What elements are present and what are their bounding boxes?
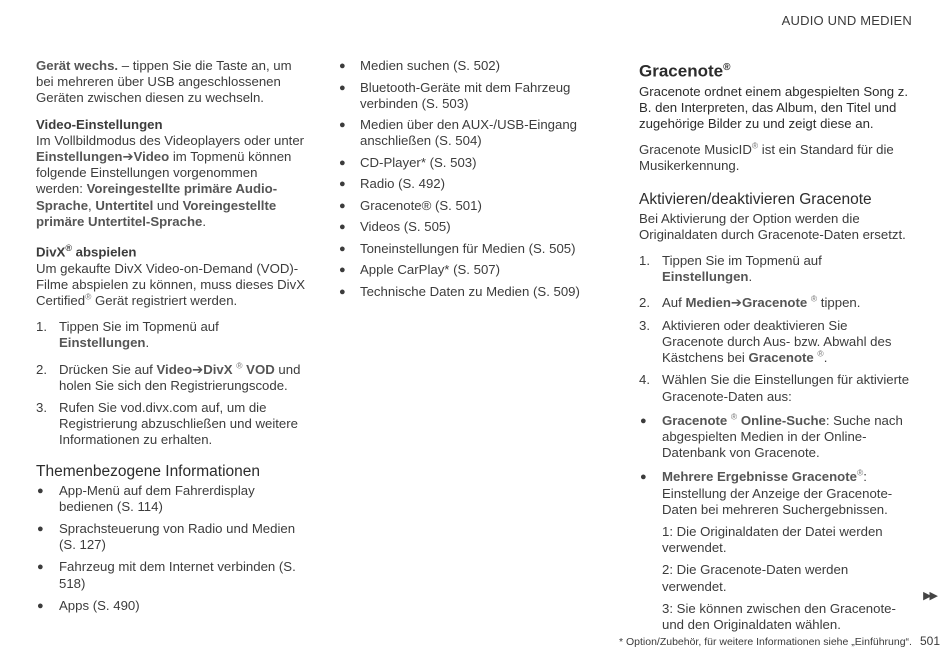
ui-term: Voreingestellte primäre Audio-Sprache: [36, 181, 278, 213]
video-settings-paragraph: Im Vollbildmodus des Videoplayers oder unter Einstellungen➔Video im Topmenü können folgende Einstellungen vorgenommen werden: Voreingestellte primäre Audio-Sprache, Untertitel und Voreingestellte primäre Untertitel-Sprache.: [36, 132, 305, 229]
arrow-right-icon: ➔: [730, 295, 742, 311]
registered-icon: ®: [65, 243, 72, 254]
bullet-icon: ●: [339, 221, 346, 234]
bullet-icon: ●: [37, 561, 44, 574]
page-footer: [619, 634, 940, 648]
related-heading: Themenbezogene Informationen: [36, 462, 261, 480]
bullet-icon: ●: [640, 414, 647, 427]
related-list-continued: [338, 58, 608, 300]
ui-term: Online-Suche: [740, 412, 826, 428]
bullet-icon: ●: [339, 81, 346, 94]
registered-icon: ®: [810, 294, 818, 305]
ui-term: Einstellungen: [36, 149, 123, 165]
musicid-paragraph: Gracenote MusicID® ist ein Standard für die Musikerkennung.: [639, 140, 894, 174]
related-link[interactable]: ● Videos (S. 505): [339, 219, 451, 235]
list-item: ● Gracenote ® Online-Suche: Suche nach abgespielten Medien in der Online-Datenbank von Gracenote.: [640, 411, 903, 461]
ui-term: Video: [156, 361, 193, 377]
column-right: [639, 58, 911, 633]
list-item: 3. Aktivieren oder deaktivieren Sie Gracenote durch Aus- bzw. Abwahl des Kästchens bei Gracenote ®.: [639, 317, 892, 366]
ui-term: Medien: [685, 295, 731, 311]
ui-term: Gracenote: [662, 412, 728, 428]
related-link[interactable]: ● Technische Daten zu Medien (S. 509): [339, 283, 580, 299]
arrow-right-icon: ➔: [122, 149, 134, 165]
list-item: 3. Rufen Sie vod.divx.com auf, um die Registrierung abzuschließen und weitere Informationen zu erhalten.: [36, 400, 298, 448]
related-link[interactable]: ● Fahrzeug mit dem Internet verbinden (S. 518): [37, 559, 296, 591]
related-link[interactable]: ● Medien über den AUX-/USB-Eingang anschließen (S. 504): [339, 117, 577, 149]
list-item: ● Mehrere Ergebnisse Gracenote®: Einstellung der Anzeige der Gracenote-Daten bei mehreren Suchergebnissen.: [640, 467, 893, 517]
continue-forward-icon: ▶▶: [923, 590, 936, 602]
bullet-icon: ●: [339, 60, 346, 72]
related-link[interactable]: ● Medien suchen (S. 502): [339, 58, 501, 73]
gracenote-options-list: [639, 413, 911, 518]
bullet-icon: ●: [339, 242, 346, 255]
registered-icon: ®: [856, 467, 864, 478]
list-item: 2. Drücken Sie auf Video➔DivX ® VOD und holen Sie sich den Registrierungscode.: [36, 360, 301, 393]
activate-heading: Aktivieren/deaktivieren Gracenote: [639, 190, 872, 208]
related-link[interactable]: ● Sprachsteuerung von Radio und Medien (S. 127): [37, 521, 296, 553]
section-title: Gracenote®: [639, 61, 731, 81]
divx-steps-list: [36, 319, 306, 448]
intro-paragraph: Gracenote ordnet einem abgespielten Song z. B. den Interpreten, das Album, den Titel und zugehörige Bilder zu und zeigt diese an.: [639, 83, 909, 132]
bullet-icon: ●: [339, 264, 346, 277]
ui-term: Gracenote: [741, 295, 808, 311]
bullet-icon: ●: [339, 156, 346, 169]
list-item: 4. Wählen Sie die Einstellungen für aktivierte Gracenote-Daten aus:: [639, 372, 910, 404]
ui-term: Gracenote: [748, 350, 814, 366]
related-link[interactable]: ● Toneinstellungen für Medien (S. 505): [339, 240, 576, 256]
list-item: 1. Tippen Sie im Topmenü auf Einstellungen.: [36, 319, 219, 351]
divx-heading: DivX® abspielen: [36, 243, 137, 260]
bullet-icon: ●: [640, 471, 647, 484]
related-link[interactable]: ● Apps (S. 490): [37, 597, 140, 613]
ui-term: Mehrere Ergebnisse Gracenote: [662, 469, 857, 485]
related-link[interactable]: ● App-Menü auf dem Fahrerdisplay bedienen (S. 114): [37, 482, 255, 514]
arrow-right-icon: ➔: [192, 361, 204, 377]
registered-icon: ®: [817, 348, 824, 359]
ui-term: Einstellungen: [59, 335, 146, 351]
related-link[interactable]: ● Bluetooth-Geräte mit dem Fahrzeug verbinden (S. 503): [339, 79, 571, 111]
ui-term: Video: [133, 149, 170, 165]
registered-icon: ®: [85, 291, 92, 302]
list-item: 2. Auf Medien➔Gracenote ® tippen.: [639, 294, 861, 311]
ui-term: Voreingestellte primäre Untertitel-Sprache: [36, 197, 277, 229]
bullet-icon: ●: [37, 523, 44, 536]
gracenote-steps-list: [639, 253, 911, 405]
bullet-icon: ●: [339, 119, 346, 132]
related-link[interactable]: ● CD-Player* (S. 503): [339, 154, 477, 170]
option-value-1: 1: Die Originaldaten der Datei werden verwendet.: [662, 523, 883, 556]
bullet-icon: ●: [339, 199, 346, 212]
related-list: [36, 483, 306, 614]
ui-term: Untertitel: [95, 197, 154, 213]
column-left: [36, 58, 306, 620]
registered-icon: ®: [751, 140, 759, 151]
option-value-2: 2: Die Gracenote-Daten werden verwendet.: [662, 562, 849, 594]
divx-paragraph: Um gekaufte DivX Video-on-Demand (VOD)-Filme abspielen zu können, muss dieses DivX Certified® Gerät registriert werden.: [36, 260, 306, 309]
registered-icon: ®: [723, 62, 731, 73]
bullet-icon: ●: [339, 285, 346, 298]
option-value-3: 3: Sie können zwischen den Gracenote- und den Originaldaten wählen.: [662, 600, 896, 632]
related-link[interactable]: ● Apple CarPlay* (S. 507): [339, 262, 501, 278]
registered-icon: ®: [236, 360, 243, 371]
registered-icon: ®: [730, 411, 738, 422]
running-header: AUDIO UND MEDIEN: [781, 13, 912, 28]
ui-term: Einstellungen: [662, 269, 749, 285]
bullet-icon: ●: [37, 599, 44, 612]
list-item: 1. Tippen Sie im Topmenü auf Einstellungen.: [639, 253, 822, 285]
bullet-icon: ●: [37, 484, 44, 497]
bullet-icon: ●: [339, 178, 346, 191]
related-link[interactable]: ● Radio (S. 492): [339, 176, 446, 192]
ui-term: DivX: [203, 361, 233, 377]
video-settings-heading: Video-Einstellungen: [36, 116, 163, 132]
column-middle: [338, 58, 608, 305]
device-switch-paragraph: Gerät wechs. – tippen Sie die Taste an, um bei mehreren über USB angeschlossenen Geräten zwischen diesen zu wechseln.: [36, 58, 292, 106]
activate-paragraph: Bei Aktivierung der Option werden die Originaldaten durch Gracenote-Daten ersetzt.: [639, 210, 906, 242]
footer-note: * Option/Zubehör, für weitere Informationen siehe „Einführung“.: [618, 636, 912, 648]
ui-term: VOD: [246, 361, 275, 377]
page-number: 501: [919, 634, 940, 648]
related-link[interactable]: ● Gracenote® (S. 501): [339, 197, 482, 213]
ui-term: Gerät wechs.: [36, 58, 119, 73]
